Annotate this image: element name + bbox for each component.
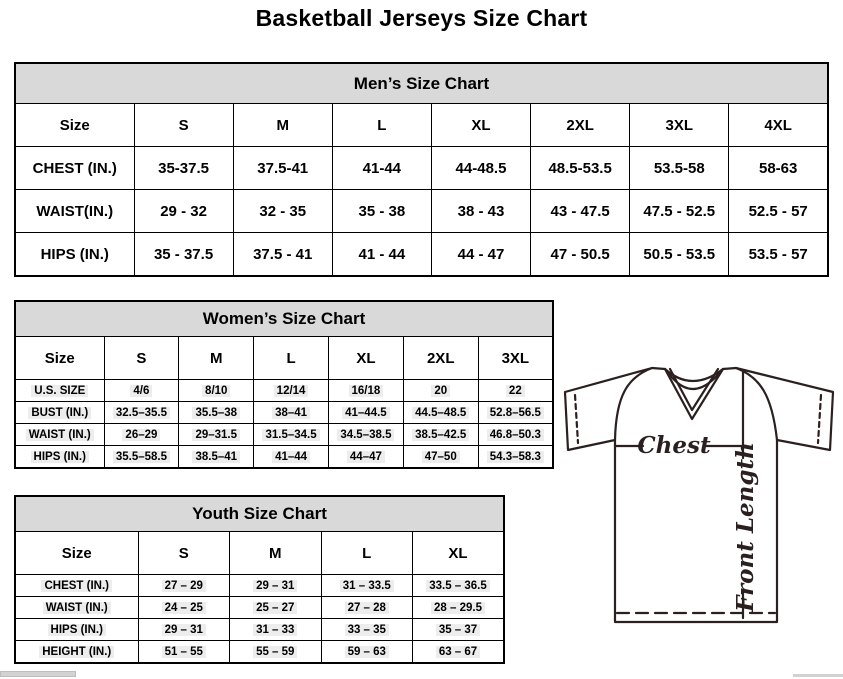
size-value-cell [230,597,322,619]
size-value-cell [134,190,233,233]
size-value-cell [104,424,179,446]
size-value: 37.5 - 41 [253,245,313,263]
size-value: 38 - 43 [457,202,505,220]
table-row [15,641,504,664]
size-value-cell [413,597,505,619]
size-value: 44–47 [347,451,385,463]
size-value-cell [431,147,530,190]
size-value: 35 - 38 [358,202,406,220]
size-value: 4/6 [130,385,152,397]
size-value-cell [478,402,553,424]
table-title-row [15,301,553,337]
table-row [15,233,828,277]
size-value: 44-48.5 [455,159,507,177]
size-value: 53.5 - 57 [748,245,808,263]
size-value: 47–50 [422,451,460,463]
row-label-cell [15,233,134,277]
size-value: 35-37.5 [158,159,209,177]
size-value: 54.3–58.3 [487,451,544,463]
size-value-cell [478,424,553,446]
size-value: 29 – 31 [162,624,206,636]
row-label: CHEST (IN.) [32,159,117,177]
jersey-measurement-diagram [553,353,843,635]
row-label: WAIST (IN.) [43,602,111,614]
row-label: U.S. SIZE [31,385,88,397]
column-header: XL [328,337,403,380]
size-value-cell [138,641,230,664]
table-title: Youth Size Chart [15,496,504,532]
table-title: Men’s Size Chart [15,63,828,104]
size-value-cell [413,619,505,641]
row-label-cell [15,402,104,424]
size-value-cell [138,597,230,619]
column-header: S [134,104,233,147]
table-row [15,575,504,597]
size-value: 32 - 35 [259,202,307,220]
size-value-cell [431,190,530,233]
size-value-cell [729,147,828,190]
size-value-cell [332,233,431,277]
size-value-cell [104,380,179,402]
size-value-cell [328,446,403,469]
size-value: 43 - 47.5 [550,202,610,220]
row-label-cell [15,619,138,641]
row-label-cell [15,380,104,402]
right-sleeve-outline [736,368,833,450]
size-value: 48.5-53.5 [548,159,612,177]
size-value: 41–44.5 [342,407,390,419]
size-value: 44 - 47 [457,245,505,263]
table-row [15,402,553,424]
row-label-cell [15,147,134,190]
table-row [15,380,553,402]
size-value-cell [321,575,413,597]
size-value: 33.5 – 36.5 [426,580,490,592]
size-value: 34.5–38.5 [337,429,394,441]
size-value: 31 – 33 [253,624,297,636]
size-value: 8/10 [202,385,230,397]
size-value: 59 – 63 [345,646,389,658]
size-value: 27 – 28 [345,602,389,614]
size-value-cell [630,147,729,190]
row-label-cell [15,575,138,597]
size-value: 53.5-58 [653,159,705,177]
size-value-cell [332,147,431,190]
size-value-cell [403,446,478,469]
size-value-cell [531,233,630,277]
size-value-cell [179,446,254,469]
table-row [15,190,828,233]
size-value-cell [179,380,254,402]
table-title-row [15,496,504,532]
row-label: WAIST(IN.) [36,202,114,220]
size-value: 29 – 31 [253,580,297,592]
size-value: 29 - 32 [160,202,207,220]
column-header: M [179,337,254,380]
size-value: 38.5–42.5 [412,429,469,441]
size-value: 37.5-41 [257,159,309,177]
size-value: 28 – 29.5 [431,602,485,614]
size-value-cell [531,190,630,233]
page-title: Basketball Jerseys Size Chart [255,5,588,31]
size-value: 27 – 29 [162,580,206,592]
size-value: 58-63 [758,159,798,177]
left-armhole-seam [615,368,652,440]
size-value-cell [254,424,329,446]
column-header-row [15,337,553,380]
column-header: L [321,532,413,575]
size-value: 55 – 59 [253,646,297,658]
size-value-cell [332,190,431,233]
size-value: 63 – 67 [436,646,480,658]
size-value: 41–44 [272,451,310,463]
column-header-row [15,104,828,147]
column-header: 3XL [478,337,553,380]
chest-label: Chest [637,432,711,459]
size-value-cell [328,424,403,446]
size-value-cell [233,190,332,233]
size-value-cell [328,402,403,424]
size-value-cell [138,575,230,597]
size-value-cell [254,446,329,469]
size-value-cell [478,380,553,402]
table-row [15,446,553,469]
size-value-cell [321,619,413,641]
column-header: 2XL [531,104,630,147]
size-value-cell [321,641,413,664]
size-value: 47 - 50.5 [550,245,610,263]
table-title: Women’s Size Chart [15,301,553,337]
column-header: M [233,104,332,147]
size-value: 31 – 33.5 [340,580,394,592]
size-value-cell [328,380,403,402]
size-value: 38.5–41 [192,451,240,463]
column-header: L [332,104,431,147]
row-label-cell [15,597,138,619]
horizontal-scrollbar-thumb-left[interactable] [0,671,76,677]
size-value-cell [321,597,413,619]
size-value: 20 [431,385,450,397]
size-value-cell [134,233,233,277]
size-value: 50.5 - 53.5 [643,245,716,263]
size-value-cell [413,641,505,664]
row-label-cell [15,424,104,446]
size-value: 31.5–34.5 [262,429,319,441]
size-value: 35 - 37.5 [153,245,214,263]
size-value-cell [630,233,729,277]
size-value-cell [230,575,322,597]
size-value-cell [138,619,230,641]
size-value: 33 – 35 [345,624,389,636]
size-value: 47.5 - 52.5 [643,202,716,220]
size-value-cell [134,147,233,190]
size-value-cell [230,641,322,664]
size-value-cell [531,147,630,190]
mens-size-chart-table [14,62,829,277]
column-header: M [230,532,322,575]
row-label: HEIGHT (IN.) [39,646,114,658]
size-value-cell [431,233,530,277]
size-value-cell [230,619,322,641]
column-header: S [104,337,179,380]
table-row [15,597,504,619]
size-value-cell [478,446,553,469]
left-cuff-stitch [575,395,578,443]
column-header: L [254,337,329,380]
column-header: 2XL [403,337,478,380]
size-value: 35.5–58.5 [113,451,170,463]
size-value-cell [254,402,329,424]
size-value-cell [104,446,179,469]
size-value: 38–41 [272,407,310,419]
row-label: CHEST (IN.) [41,580,112,592]
column-header-row [15,532,504,575]
column-header: Size [15,532,138,575]
size-value-cell [104,402,179,424]
size-value: 29–31.5 [192,429,240,441]
size-value: 35.5–38 [192,407,240,419]
column-header: 4XL [729,104,828,147]
size-value: 35 – 37 [436,624,480,636]
table-row [15,147,828,190]
column-header: XL [431,104,530,147]
size-value-cell [403,380,478,402]
size-value-cell [729,233,828,277]
youth-size-chart-table [14,495,505,664]
column-header: S [138,532,230,575]
size-value-cell [233,147,332,190]
right-cuff-stitch [818,395,821,443]
row-label-cell [15,641,138,664]
size-value: 46.8–50.3 [487,429,544,441]
size-value: 22 [506,385,525,397]
size-value: 41-44 [362,159,402,177]
size-value: 51 – 55 [162,646,206,658]
size-value: 25 – 27 [253,602,297,614]
size-value: 16/18 [349,385,384,397]
size-value-cell [403,424,478,446]
size-value: 26–29 [122,429,160,441]
column-header: Size [15,104,134,147]
column-header: XL [413,532,505,575]
column-header: Size [15,337,104,380]
table-row [15,424,553,446]
row-label-cell [15,190,134,233]
horizontal-scrollbar-thumb-right[interactable] [793,674,843,677]
size-value-cell [729,190,828,233]
size-value-cell [630,190,729,233]
womens-size-chart-table [14,300,554,469]
column-header: 3XL [630,104,729,147]
size-value: 32.5–35.5 [113,407,170,419]
row-label: HIPS (IN.) [48,624,106,636]
size-value: 41 - 44 [358,245,406,263]
row-label: WAIST (IN.) [26,429,94,441]
size-value: 12/14 [274,385,309,397]
table-row [15,619,504,641]
row-label: HIPS (IN.) [31,451,89,463]
size-value: 44.5–48.5 [412,407,469,419]
front-length-label: Front Length [732,442,759,612]
size-value: 24 – 25 [162,602,206,614]
size-value-cell [179,402,254,424]
row-label: HIPS (IN.) [40,245,109,263]
size-value-cell [254,380,329,402]
size-value: 52.5 - 57 [748,202,808,220]
row-label-cell [15,446,104,469]
size-value-cell [233,233,332,277]
size-value-cell [179,424,254,446]
size-value-cell [413,575,505,597]
size-value-cell [403,402,478,424]
size-value: 52.8–56.5 [487,407,544,419]
row-label: BUST (IN.) [28,407,91,419]
table-title-row [15,63,828,104]
